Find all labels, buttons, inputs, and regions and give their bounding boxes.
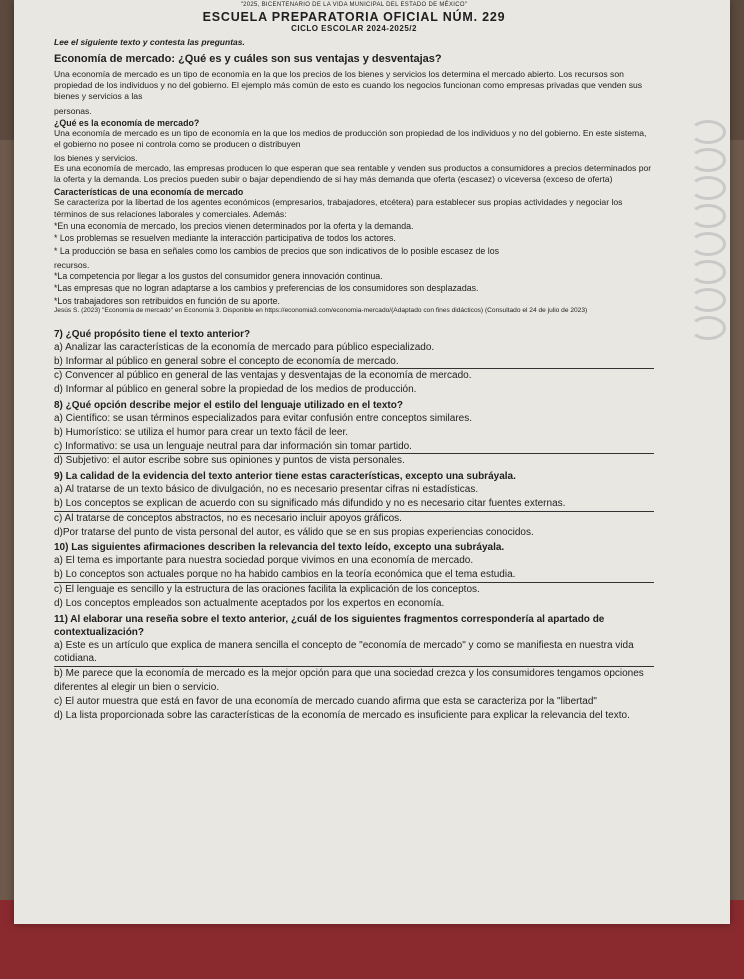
question-10: 10) Las siguientes afirmaciones describen la relevancia del texto leído, excepto una subráyala.: [54, 542, 505, 554]
option-7b: b) Informar al público en general sobre el concepto de economía de mercado.: [54, 355, 654, 370]
ring-icon: [690, 316, 726, 340]
section1-paragraph2: Es una economía de mercado, las empresas producen lo que esperan que sea rentable y venden sus productos a consumidores a precios determinados por la oferta y la demanda. Los precios pueden subir o bajar dependiendo de si hay más demanda que oferta (escasez) o viceversa (exceso de oferta): [54, 163, 652, 185]
sheet-content: [54, 0, 654, 722]
section2-heading: Características de una economía de mercado: [54, 187, 244, 198]
option-10b: b) Lo conceptos son actuales porque no ha habido cambios en la teoría económica que el tema estudia.: [54, 568, 654, 583]
reference-citation: Jesús S. (2023) "Economía de mercado" en Economía 3. Disponible en https://economia3.com/economia-mercado/(Adaptado con fines didácticos) (Consultado el 24 de julio de 2023): [54, 307, 588, 315]
article-intro: Una economía de mercado es un tipo de economía en la que los precios de los bienes y servicios los determina el mercado abierto. Los recursos son propiedad de los individuos y no del gobierno. El ejemplo más común de esto es cuando los negocios funcionan como empresas privadas que venden sus bienes y servicios a las: [54, 69, 643, 102]
option-9c: c) Al tratarse de conceptos abstractos, no es necesario incluir apoyos gráficos.: [54, 512, 402, 524]
bicentenario-line: "2025, BICENTENARIO DE LA VIDA MUNICIPAL DEL ESTADO DE MÉXICO": [240, 2, 468, 8]
exam-sheet: [14, 0, 730, 924]
option-10c: c) El lenguaje es sencillo y la estructura de las oraciones facilita la explicación de los conceptos.: [54, 584, 480, 596]
option-7d: d) Informar al público en general sobre la propiedad de los medios de producción.: [54, 384, 417, 396]
option-7a: a) Analizar las características de la economía de mercado para público especializado.: [54, 341, 435, 353]
notebook-rings: [690, 120, 730, 440]
ring-icon: [690, 148, 726, 172]
option-9b: b) Los conceptos se explican de acuerdo con su significado más difundido y no es necesario citar fuentes externas.: [54, 497, 654, 512]
ring-icon: [690, 260, 726, 284]
bullet-item-end: recursos.: [54, 260, 90, 271]
section2-paragraph: Se caracteriza por la libertad de los agentes económicos (empresarios, trabajadores, etcétera) para establecer sus propias actividades y negociar los términos de sus relaciones laborales y comerciales. Además:: [54, 197, 623, 219]
ring-icon: [690, 232, 726, 256]
ring-icon: [690, 176, 726, 200]
school-name: ESCUELA PREPARATORIA OFICIAL NÚM. 229: [202, 10, 506, 24]
question-9: 9) La calidad de la evidencia del texto anterior tiene estas características, excepto una subráyala.: [54, 471, 516, 483]
option-11b: b) Me parece que la economía de mercado es la mejor opción para que una sociedad crezca y los consumidores tengamos opciones diferentes al elegir un bien o servicio.: [54, 668, 644, 693]
option-8b: b) Humorístico: se utiliza el humor para crear un texto fácil de leer.: [54, 426, 349, 438]
option-10a: a) El tema es importante para nuestra sociedad porque vivimos en una economía de mercado.: [54, 555, 474, 567]
question-11: 11) Al elaborar una reseña sobre el texto anterior, ¿cuál de los siguientes fragmentos correspondería al apartado de contextualización?: [54, 613, 605, 638]
option-10d: d) Los conceptos empleados son actualmente aceptados por los expertos en economía.: [54, 597, 445, 609]
ring-icon: [690, 204, 726, 228]
option-9a: a) Al tratarse de un texto básico de divulgación, no es necesario presentar cifras ni estadísticas.: [54, 484, 479, 496]
bullet-item: *En una economía de mercado, los precios vienen determinados por la oferta y la demanda.: [54, 220, 414, 231]
option-11d: d) La lista proporcionada sobre las características de la economía de mercado es insuficiente para explicar la relevancia del texto.: [54, 709, 630, 721]
bullet-item: *Las empresas que no logran adaptarse a los cambios y preferencias de los consumidores son desplazadas.: [54, 283, 479, 294]
article-intro-end: personas.: [54, 105, 92, 116]
option-11a: a) Este es un artículo que explica de manera sencilla el concepto de "economía de mercado" y como se manifiesta en nuestra vida cotidiana.: [54, 639, 654, 668]
option-8a: a) Científico: se usan términos especializados para evitar confusión entre conceptos similares.: [54, 413, 472, 425]
bullet-item: * La producción se basa en señales como los cambios de precios que son indicativos de lo posible escasez de los: [54, 245, 499, 256]
ring-icon: [690, 120, 726, 144]
section1-heading: ¿Qué es la economía de mercado?: [54, 117, 200, 128]
ring-icon: [690, 288, 726, 312]
instructions: Lee el siguiente texto y contesta las preguntas.: [54, 37, 245, 47]
section1-paragraph1-end: los bienes y servicios.: [54, 153, 138, 164]
bullet-item: *Los trabajadores son retribuidos en función de su aporte.: [54, 295, 280, 306]
option-11c: c) El autor muestra que está en favor de una economía de mercado cuando afirma que esta se caracteriza por la "libertad": [54, 695, 597, 707]
questions-section: [54, 328, 654, 723]
article-title: Economía de mercado: ¿Qué es y cuáles son sus ventajas y desventajas?: [54, 53, 442, 65]
bullet-item: * Los problemas se resuelven mediante la interacción participativa de todos los actores.: [54, 233, 396, 244]
question-7: 7) ¿Qué propósito tiene el texto anterior?: [54, 328, 251, 340]
section1-paragraph1: Una economía de mercado es un tipo de economía en la que los medios de producción son propiedad de los individuos y no del gobierno. En este sistema, el gobierno no posee ni controla como se producen o distribuyen: [54, 127, 647, 149]
option-8c: c) Informativo: se usa un lenguaje neutral para dar información sin tomar partido.: [54, 440, 654, 455]
bullet-item: *La competencia por llegar a los gustos del consumidor genera innovación continua.: [54, 271, 383, 282]
option-9d: d)Por tratarse del punto de vista personal del autor, es válido que se en sus propias experiencias conocidos.: [54, 526, 534, 538]
option-8d: d) Subjetivo: el autor escribe sobre sus opiniones y puntos de vista personales.: [54, 455, 405, 467]
question-8: 8) ¿Qué opción describe mejor el estilo del lenguaje utilizado en el texto?: [54, 400, 403, 412]
school-cycle: CICLO ESCOLAR 2024-2025/2: [291, 24, 417, 33]
option-7c: c) Convencer al público en general de las ventajas y desventajas de la economía de mercado.: [54, 370, 472, 382]
